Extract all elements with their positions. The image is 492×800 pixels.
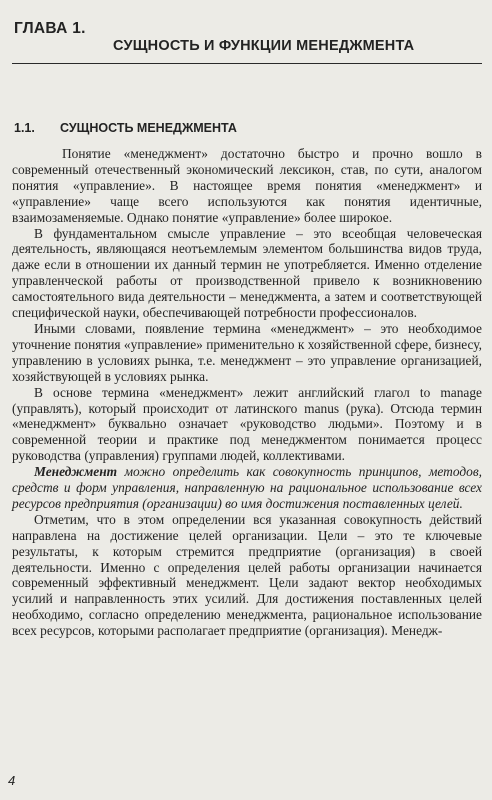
paragraph: Иными словами, появление термина «менеджмент» – это необходимое уточнение понятия «управление» применительно к хозяйственной сфере, бизнесу, управлению в условиях рынка, т.е. менеджмент – это управление организацией, хозяйствующей в условиях рынка. <box>12 320 482 384</box>
chapter-divider <box>12 63 482 64</box>
definition-term: Менеджмент <box>34 464 118 480</box>
body-text <box>12 146 482 639</box>
paragraph: В фундаментальном смысле управление – это всеобщая человеческая деятельность, являющаяся неотъемлемым элементом большинства видов труда, даже если в отношении их данный термин не употребляется. Именно отделение управленческой работы от производственной привело к возникновению самостоятельного вида деятельности – менеджмента, а затем и соответствующей специфической науки, обеспечивающей потребности профессионалов. <box>12 225 482 321</box>
definition-paragraph <box>12 464 482 512</box>
definition-text: можно определить как совокупность принципов, методов, средств и форм управления, направленную на рациональное использование всех ресурсов предприятия (организации) во имя достижения поставленных целей. <box>12 464 482 511</box>
page-number: 4 <box>8 773 16 788</box>
chapter-label: ГЛАВА 1. <box>14 20 86 37</box>
section-title: СУЩНОСТЬ МЕНЕДЖМЕНТА <box>60 121 237 135</box>
paragraph: Отметим, что в этом определении вся указанная совокупность действий направлена на достижение целей организации. Цели – это те ключевые результаты, к которым стремится предприятие (организация) в своей деятельности. Именно с определения целей работы организации начинается современный эффективный менеджмент. Цели задают вектор необходимых усилий и направленность этих усилий. Для достижения поставленных целей необходимо, согласно определению менеджмента, рациональное использование всех ресурсов, которыми располагает предприятие (организация). Менедж- <box>12 511 482 639</box>
section-number: 1.1. <box>14 121 35 135</box>
section-heading <box>14 121 484 135</box>
paragraph: В основе термина «менеджмент» лежит английский глагол to manage (управлять), который происходит от латинского manus (рука). Отсюда термин «менеджмент» буквально означает «руководство людьми». Поэтому и в современной теории и практике под менеджментом понимается процесс руководства (управления) группами людей, коллективами. <box>12 384 482 464</box>
paragraph: Понятие «менеджмент» достаточно быстро и прочно вошло в современный отечественный экономический лексикон, став, по сути, аналогом понятия «управление». В настоящее время понятия «менеджмент» и «управление» чаще всего используются как понятия идентичные, взаимозаменяемые. Однако понятие «управление» более широкое. <box>12 146 482 225</box>
chapter-title: СУЩНОСТЬ И ФУНКЦИИ МЕНЕДЖМЕНТА <box>113 38 415 54</box>
